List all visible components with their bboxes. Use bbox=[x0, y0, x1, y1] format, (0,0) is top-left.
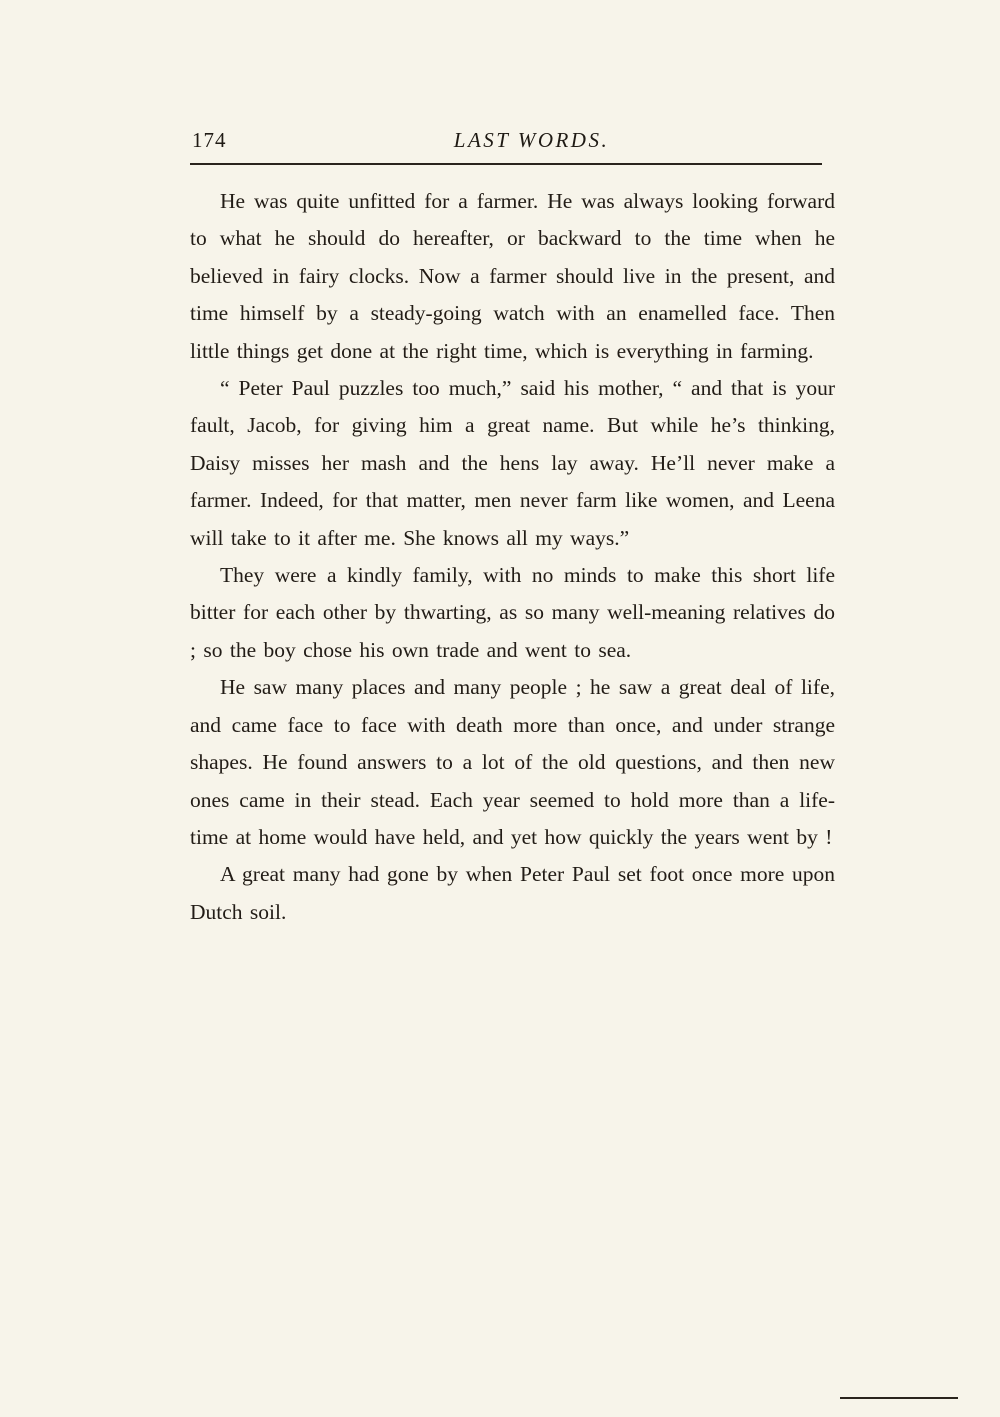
bottom-corner-rule bbox=[840, 1397, 958, 1399]
running-head bbox=[190, 128, 835, 153]
paragraph: He was quite unfitted for a farmer. He was always looking forward to what he should do hereafter, or backward to the time when he believed in fairy clocks. Now a farmer should live in the present, and time himself by a steady-going watch with an enamelled face. Then little things get done at the right time, which is everything in farming. bbox=[190, 189, 835, 363]
body-text bbox=[190, 183, 835, 931]
paragraph: They were a kindly family, with no minds to make this short life bitter for each other by thwarting, as so many well-meaning relatives do ; so the boy chose his own trade and went to sea. bbox=[190, 563, 835, 662]
paragraph: “ Peter Paul puzzles too much,” said his mother, “ and that is your fault, Jacob, for giving him a great name. But while he’s thinking, Daisy misses her mash and the hens lay away. He’ll never make a farmer. Indeed, for that matter, men never farm like women, and Leena will take to it after me. She knows all my ways.” bbox=[190, 376, 835, 550]
text-block bbox=[190, 128, 835, 931]
paragraph: He saw many places and many people ; he saw a great deal of life, and came face to face with death more than once, and under strange shapes. He found answers to a lot of the old questions, and then new ones came in their stead. Each year seemed to hold more than a life-time at home would have held, and yet how quickly the years went by ! bbox=[190, 675, 835, 849]
paragraph: A great many had gone by when Peter Paul set foot once more upon Dutch soil. bbox=[190, 862, 835, 924]
chapter-running-title: LAST WORDS. bbox=[453, 128, 610, 152]
page-number: 174 bbox=[192, 128, 227, 152]
header-rule bbox=[190, 163, 822, 165]
